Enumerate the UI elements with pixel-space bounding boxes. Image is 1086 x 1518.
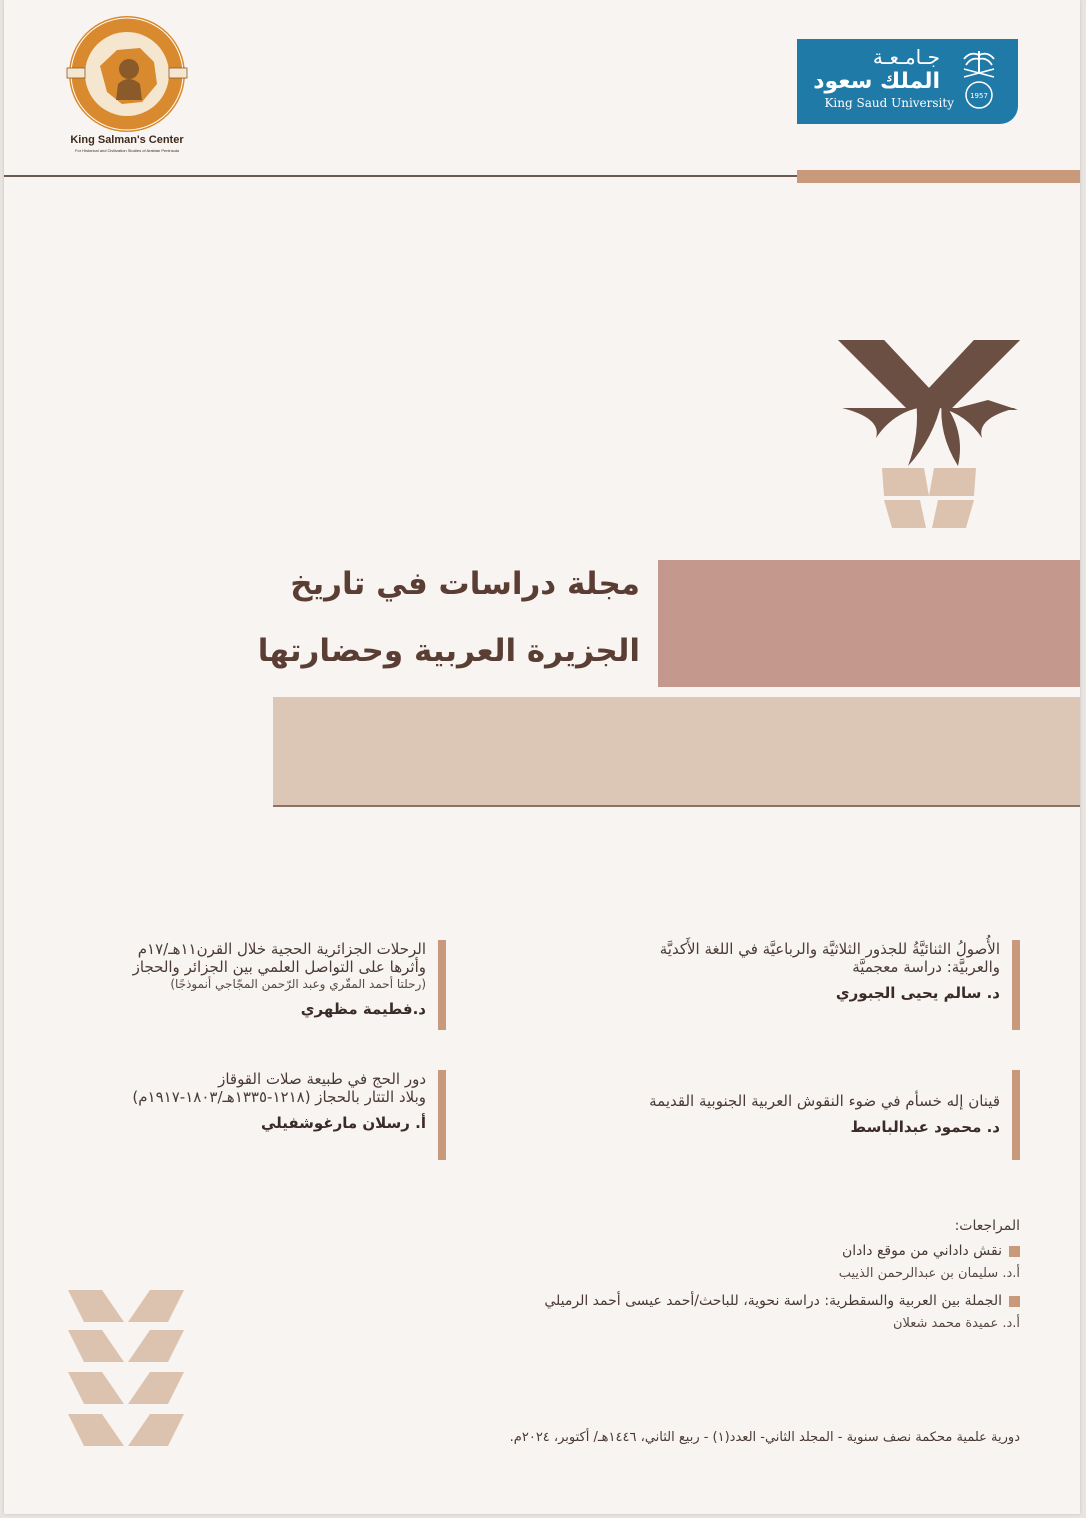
king-saud-university-logo xyxy=(797,39,1018,124)
reviews-heading: المراجعات: xyxy=(954,1218,1020,1234)
review-author: أ.د. سليمان بن عبدالرحمن الذييب xyxy=(838,1266,1020,1281)
ksu-arabic-line1: جـامـعـة xyxy=(872,45,940,69)
article-title-line2: وأثرها على التواصل العلمي بين الجزائر والحجاز xyxy=(132,958,426,976)
palm-motif-icon xyxy=(838,338,1020,533)
article-title: دور الحج في طبيعة صلات القوقاز xyxy=(218,1070,426,1088)
review-item xyxy=(400,1290,1020,1312)
article-1 xyxy=(550,940,1020,1030)
article-author: د. محمود عبدالباسط xyxy=(850,1118,1000,1136)
issue-footer: دورية علمية محكمة نصف سنوية - المجلد الثاني- العدد(١) - ربيع الثاني، ١٤٤٦هـ/ أكتوبر، ٢٠٢٤م. xyxy=(509,1430,1020,1445)
review-item xyxy=(400,1240,1020,1262)
article-author: د. سالم يحيى الجبوري xyxy=(835,984,1000,1002)
article-title: الرحلات الجزائرية الحجية خلال القرن١١هـ/١٧م xyxy=(137,940,426,958)
review-title: نقش داداني من موقع دادان xyxy=(841,1243,1002,1259)
article-title-line2: وبلاد التتار بالحجاز (١٢١٨-١٣٣٥هـ/١٨٠٣-١٩١٧م) xyxy=(132,1088,426,1106)
ksu-arabic-line2: الملك سعود xyxy=(813,69,940,94)
ksu-year: 1957 xyxy=(970,92,988,100)
article-title-line2: والعربيَّة: دراسة معجميَّة xyxy=(852,958,1000,976)
ksc-english-name: King Salman's Center xyxy=(70,134,184,146)
article-author: أ. رسلان مارغوشفيلي xyxy=(260,1114,426,1132)
square-bullet-icon xyxy=(1009,1296,1020,1307)
article-author: د.فطيمة مظهري xyxy=(300,1000,426,1018)
header-accent-bar xyxy=(797,170,1080,183)
article-4 xyxy=(66,1070,446,1160)
ksc-english-subtitle: For Historical and Civilization Studies of Arabian Peninsula xyxy=(75,148,179,153)
article-subtitle: (رحلتا أحمد المقّري وعبد الرّحمن المجّاجي أنموذجًا) xyxy=(170,977,426,991)
king-salman-center-logo xyxy=(62,14,192,159)
review-author: أ.د. عميدة محمد شعلان xyxy=(892,1316,1020,1331)
review-title: الجملة بين العربية والسقطرية: دراسة نحوية، للباحث/أحمد عيسى أحمد الرميلي xyxy=(544,1293,1002,1309)
article-title: الأُصولُ الثنائيَّةُ للجذور الثلاثيَّة والرباعيَّة في اللغة الأَكديَّة xyxy=(659,940,1000,958)
article-2 xyxy=(66,940,446,1030)
article-3 xyxy=(550,1070,1020,1160)
subtitle-background-block xyxy=(273,697,1080,807)
article-title: قينان إله خسأم في ضوء النقوش العربية الجنوبية القديمة xyxy=(649,1092,1000,1110)
ksc-seal-icon xyxy=(62,14,192,134)
square-bullet-icon xyxy=(1009,1246,1020,1257)
ksu-english-name: King Saud University xyxy=(824,96,954,110)
journal-title-line2: الجزيرة العربية وحضارتها xyxy=(257,633,640,669)
title-background-block xyxy=(658,560,1080,687)
journal-title-line1: مجلة دراسات في تاريخ xyxy=(290,566,640,602)
palm-swords-emblem-icon xyxy=(956,47,1002,113)
reviews-section xyxy=(400,1218,1020,1340)
chevron-decoration-icon xyxy=(64,1288,188,1450)
